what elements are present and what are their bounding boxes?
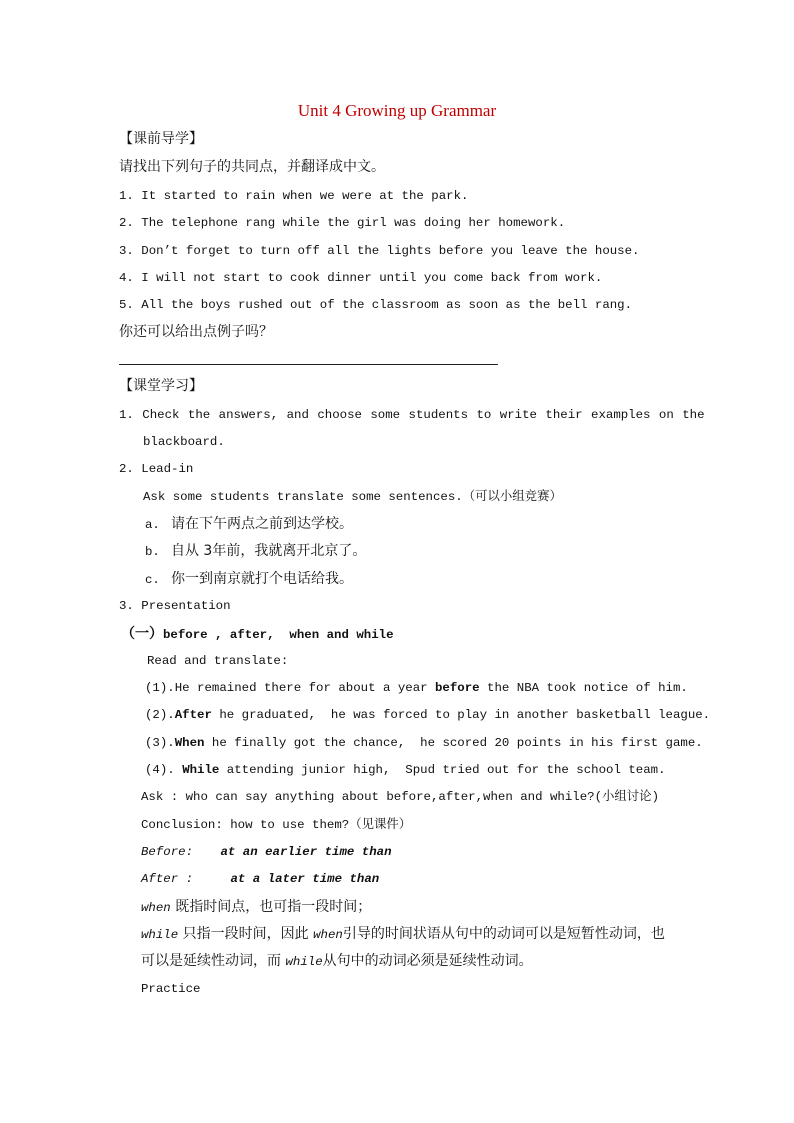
section-1-words: before , after, when and while (163, 628, 394, 642)
translate-text-b: 自从 3年前，我就离开北京了。 (170, 543, 367, 559)
translate-label-a: a. (145, 518, 160, 532)
before-label: Before: (141, 845, 194, 859)
when-note-text: 既指时间点，也可指一段时间； (170, 899, 372, 915)
practice-label: Practice (141, 982, 201, 996)
example-2 (145, 706, 710, 724)
section-1-heading (121, 624, 394, 644)
translate-item-a (145, 514, 353, 534)
while-note-line2-a: 可以是延续性动词，而 (141, 953, 286, 969)
example-2-post: he graduated, he was forced to play in another basketball league. (211, 708, 711, 722)
translate-text-c: 你一到南京就打个电话给我。 (170, 571, 353, 587)
while-note-a: 只指一段时间，因此 (178, 926, 314, 942)
while-note-when-keyword: when (313, 928, 343, 942)
while-note-line2-b: 从句中的动词必须是延续性动词。 (322, 953, 533, 969)
conclusion-line: Conclusion: how to use them?（见课件） (141, 818, 412, 832)
example-4-post: attending junior high, Spud tried out for the school team. (219, 763, 666, 777)
item-2-instruction: Ask some students translate some sentences.（可以小组竞赛） (143, 490, 562, 504)
example-4 (145, 761, 666, 779)
example-3-num: (3). (145, 736, 175, 750)
when-note (141, 897, 371, 917)
sentence-4: 4. I will not start to cook dinner until you come back from work. (119, 271, 603, 285)
ask-discussion: Ask : who can say anything about before,after,when and while?(小组讨论) (141, 790, 660, 804)
sentence-2: 2. The telephone rang while the girl was doing her homework. (119, 216, 566, 230)
translate-label-c: c. (145, 573, 160, 587)
translate-text-a: 请在下午两点之前到达学校。 (170, 516, 353, 532)
while-note-line-2 (141, 951, 533, 971)
read-translate-label: Read and translate: (147, 654, 289, 668)
after-label: After : (141, 872, 194, 886)
before-def-text: at an earlier time than (220, 845, 392, 859)
example-1-keyword: before (435, 681, 480, 695)
example-1-pre: He remained there for about a year (174, 681, 435, 695)
example-3-post: he finally got the chance, he scored 20 points in his first game. (204, 736, 703, 750)
example-2-keyword: After (174, 708, 212, 722)
sentence-3: 3. Don’t forget to turn off all the lights before you leave the house. (119, 244, 640, 258)
when-keyword: when (141, 901, 171, 915)
section-1-prefix: （一） (121, 626, 163, 642)
pre-class-question: 你还可以给出点例子吗？ (119, 324, 273, 340)
example-3 (145, 734, 703, 752)
while-note-line2-keyword: while (285, 955, 323, 969)
example-1 (145, 679, 688, 697)
translate-item-c (145, 569, 353, 589)
example-4-num: (4). (145, 763, 183, 777)
pre-class-instruction: 请找出下列句子的共同点，并翻译成中文。 (119, 159, 385, 175)
while-note-line-1 (141, 924, 665, 944)
while-keyword: while (141, 928, 179, 942)
example-3-keyword: When (174, 736, 205, 750)
translate-item-b (145, 541, 366, 561)
answer-line (119, 364, 498, 365)
page-title: Unit 4 Growing up Grammar (297, 101, 497, 120)
after-def-text: at a later time than (230, 872, 380, 886)
sentence-5: 5. All the boys rushed out of the classroom as soon as the bell rang. (119, 298, 633, 312)
pre-class-heading: 【课前导学】 (119, 131, 203, 147)
while-note-b: 引导的时间状语从句中的动词可以是短暂性动词，也 (342, 926, 665, 942)
item-1-line-2: blackboard. (143, 435, 225, 449)
example-4-keyword: While (182, 763, 220, 777)
translate-label-b: b. (145, 545, 160, 559)
after-definition (141, 870, 379, 888)
item-2-lead-in: 2. Lead-in (119, 462, 194, 476)
item-1-line-1: 1. Check the answers, and choose some students to write their examples on the (119, 408, 705, 422)
example-1-post: the NBA took notice of him. (479, 681, 688, 695)
item-3-presentation: 3. Presentation (119, 599, 231, 613)
sentence-1: 1. It started to rain when we were at the park. (119, 189, 469, 203)
in-class-heading: 【课堂学习】 (119, 378, 203, 394)
example-1-num: (1). (145, 681, 175, 695)
before-definition (141, 843, 392, 861)
example-2-num: (2). (145, 708, 175, 722)
